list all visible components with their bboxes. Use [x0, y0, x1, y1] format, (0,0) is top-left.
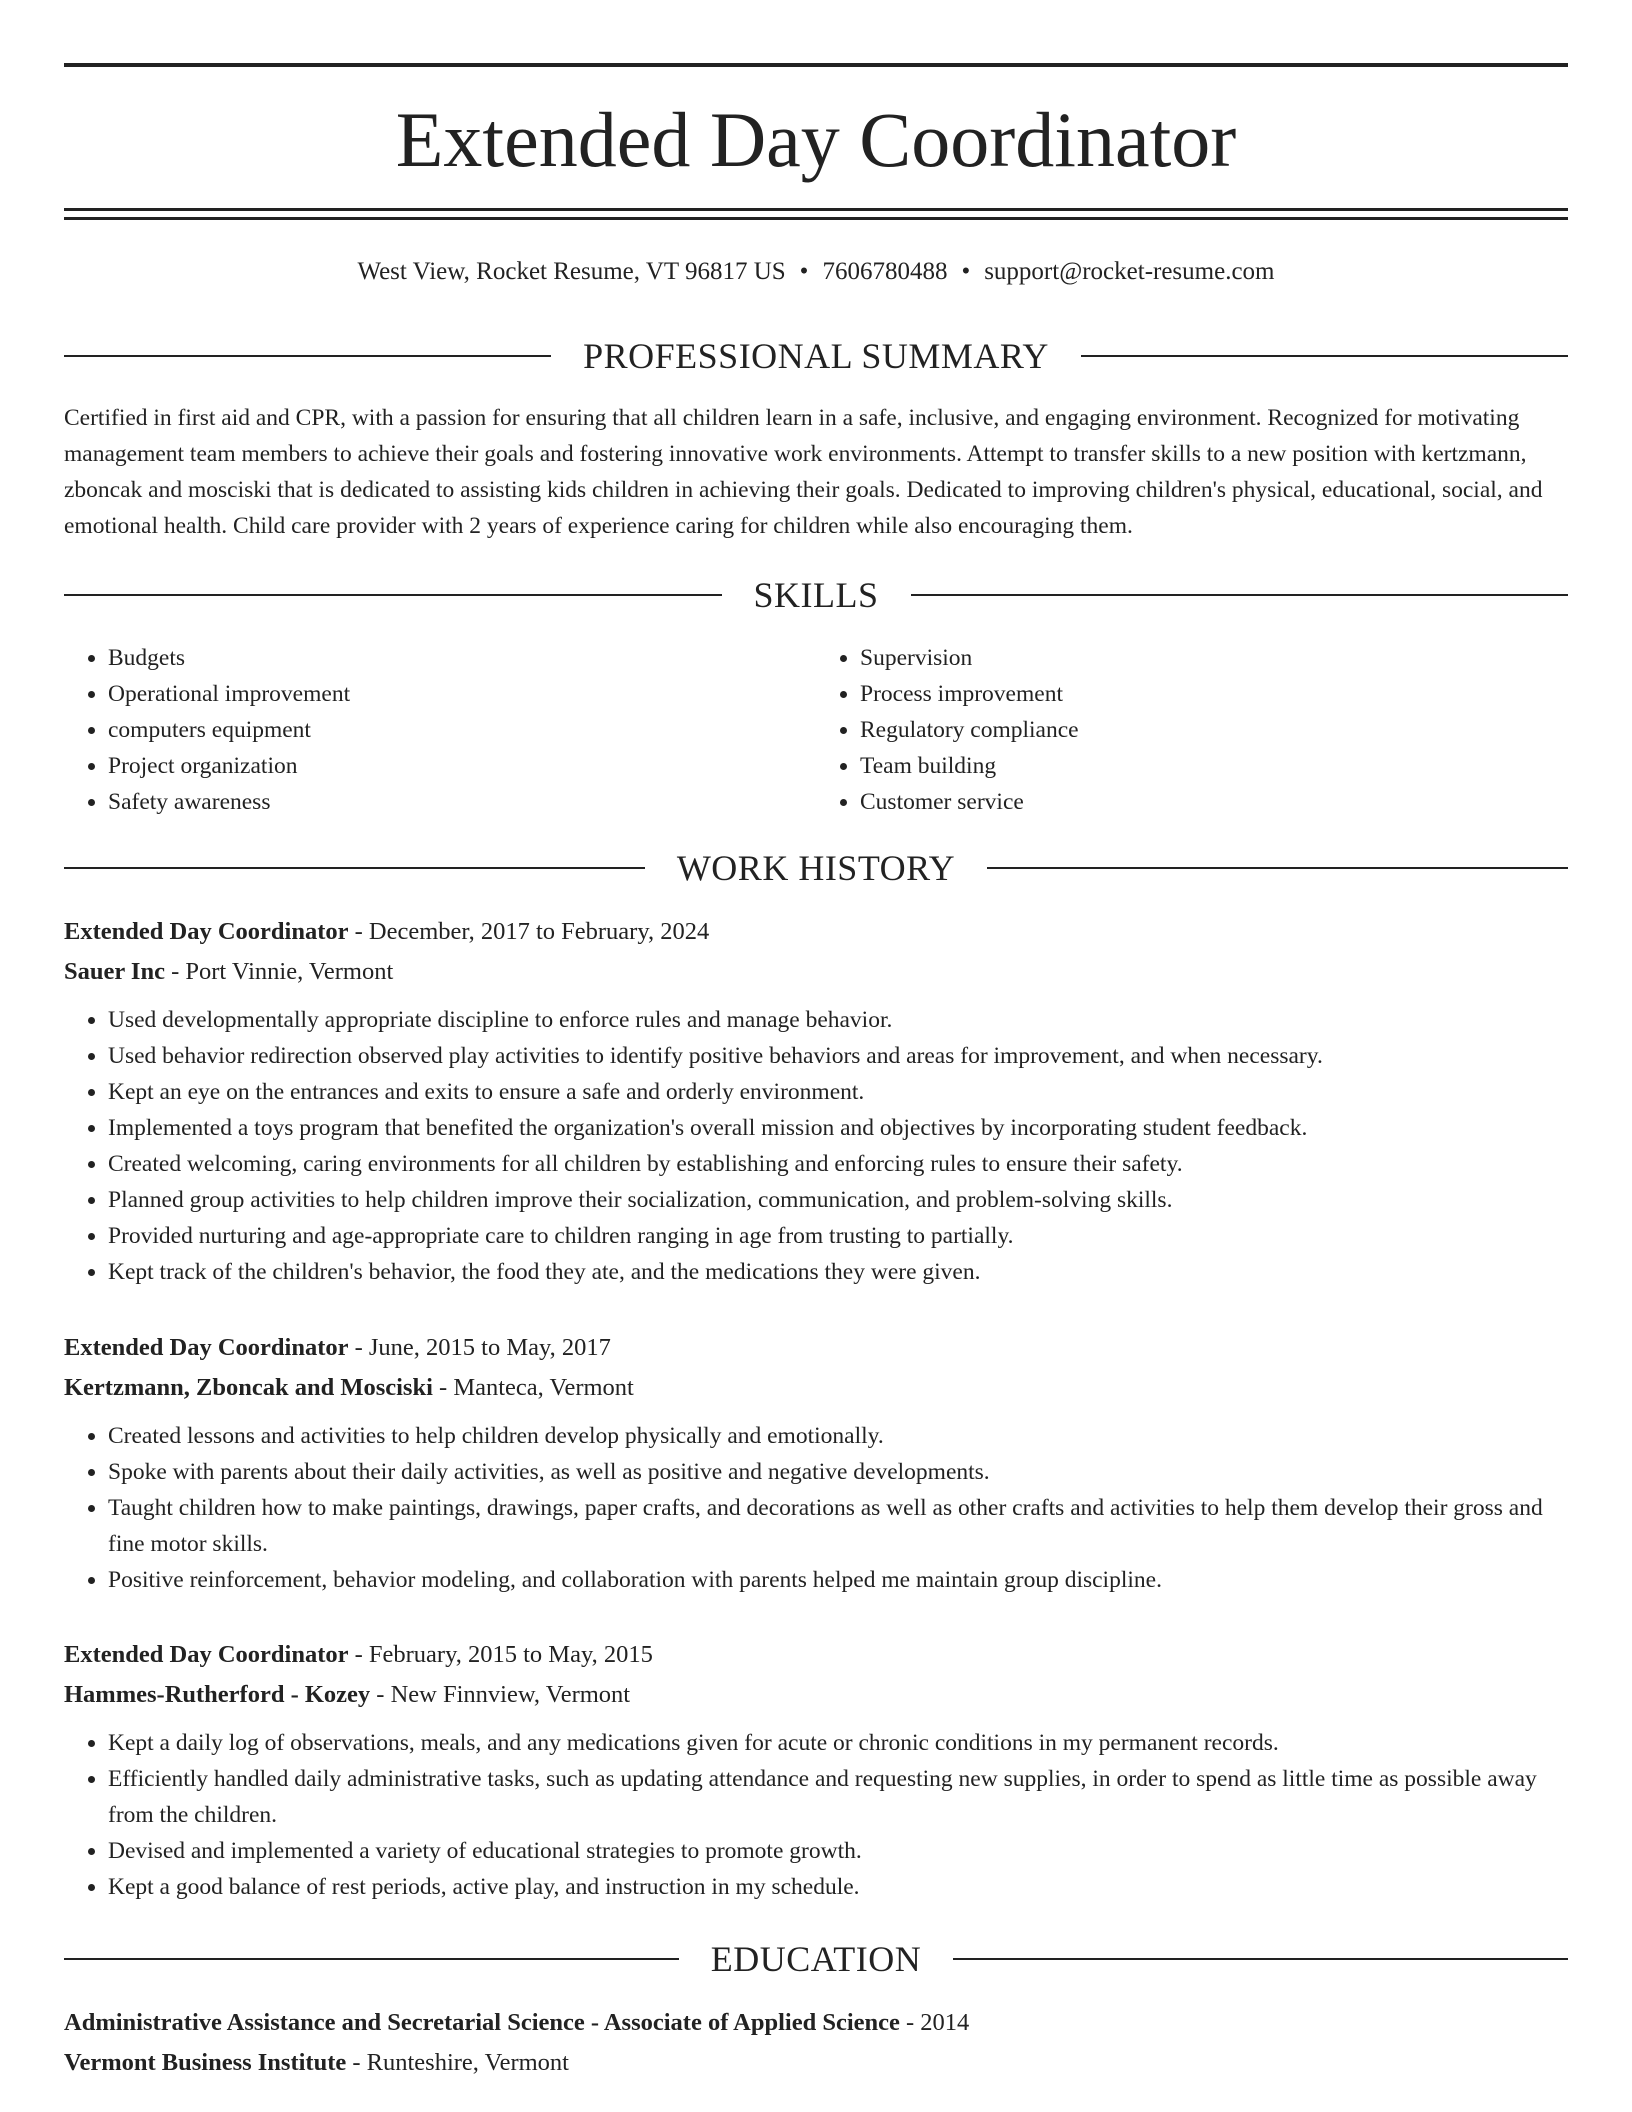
top-rule [64, 63, 1568, 67]
skill-item: • Project organization [108, 748, 816, 784]
work-heading [64, 846, 1568, 890]
skills-list [64, 640, 1568, 820]
education-year: - 2014 [899, 2009, 970, 2036]
job-bullet: • Used behavior redirection observed play activities to identify positive behaviors and areas for improvement, and when necessary. [108, 1038, 1568, 1074]
skill-item: • Budgets [108, 640, 816, 676]
skill-item: • Customer service [860, 784, 1568, 820]
job-dates: - June, 2015 to May, 2017 [348, 1334, 611, 1361]
job-bullets [64, 1002, 1568, 1290]
job-dates: - February, 2015 to May, 2015 [348, 1641, 653, 1668]
summary-heading-text: PROFESSIONAL SUMMARY [583, 336, 1049, 376]
heading-rule-left [64, 867, 645, 869]
heading-rule-left [64, 1958, 679, 1960]
education-school: Vermont Business Institute [64, 2049, 347, 2076]
skill-item: • Team building [860, 748, 1568, 784]
job-bullet: • Taught children how to make paintings, drawings, paper crafts, and decorations as well as other crafts and activities to help them develop their gross and fine motor skills. [108, 1490, 1568, 1562]
job-bullet: • Devised and implemented a variety of educational strategies to promote growth. [108, 1833, 1568, 1869]
job-location: - Manteca, Vermont [432, 1374, 634, 1401]
job-bullet: • Kept a daily log of observations, meals, and any medications given for acute or chronic conditions in my permanent records. [108, 1725, 1568, 1761]
job-bullet: • Kept a good balance of rest periods, active play, and instruction in my schedule. [108, 1869, 1568, 1905]
contact-phone: 7606780488 [822, 258, 948, 285]
heading-rule-right [1081, 355, 1568, 357]
job-bullet: • Created welcoming, caring environments for all children by establishing and enforcing rules to ensure their safety. [108, 1146, 1568, 1182]
heading-rule-right [953, 1958, 1568, 1960]
contact-separator: • [799, 258, 809, 285]
education-degree-line [64, 2003, 1568, 2043]
job-bullet: • Provided nurturing and age-appropriate care to children ranging in age from trusting to partially. [108, 1218, 1568, 1254]
job-bullet: • Efficiently handled daily administrative tasks, such as updating attendance and requesting new supplies, in order to spend as little time as possible away from the children. [108, 1761, 1568, 1833]
contact-separator: • [961, 258, 971, 285]
skill-item: • Supervision [860, 640, 1568, 676]
skills-heading [64, 573, 1568, 617]
job-title-line [64, 912, 1568, 952]
skill-item: • Safety awareness [108, 784, 816, 820]
heading-rule-left [64, 355, 551, 357]
skill-item: • Operational improvement [108, 676, 816, 712]
contact-email: support@rocket-resume.com [984, 258, 1275, 285]
skills-column-left [64, 640, 816, 820]
job-bullet: • Used developmentally appropriate discipline to enforce rules and manage behavior. [108, 1002, 1568, 1038]
job-bullet: • Spoke with parents about their daily activities, as well as positive and negative developments. [108, 1454, 1568, 1490]
job-title: Extended Day Coordinator [64, 1334, 349, 1361]
header-double-rule [64, 208, 1568, 220]
job-location: - New Finnview, Vermont [370, 1681, 631, 1708]
job-title-line [64, 1635, 1568, 1675]
job-entry [64, 1328, 1568, 1598]
job-title: Extended Day Coordinator [64, 918, 349, 945]
education-location: - Runteshire, Vermont [346, 2049, 569, 2076]
skills-column-right [816, 640, 1568, 820]
skill-item: • Process improvement [860, 676, 1568, 712]
education-heading [64, 1937, 1568, 1981]
education-degree: Administrative Assistance and Secretarial Science - Associate of Applied Science [64, 2009, 900, 2036]
job-company: Sauer Inc [64, 958, 165, 985]
job-title: Extended Day Coordinator [64, 1641, 349, 1668]
work-heading-text: WORK HISTORY [676, 848, 956, 888]
contact-line [64, 256, 1568, 288]
job-company-line [64, 1675, 1568, 1715]
summary-text: Certified in first aid and CPR, with a passion for ensuring that all children learn in a safe, inclusive, and engaging environment. Recognized for motivating management team members to achieve their goals and fostering innovative work environments. Attempt to transfer skills to a new position with kertzmann, zboncak and mosciski that is dedicated to assisting kids children in achieving their goals. Dedicated to improving children's physical, educational, social, and emotional health. Child care provider with 2 years of experience caring for children while also encouraging them. [64, 405, 1543, 539]
education-school-line [64, 2043, 1568, 2083]
skills-heading-text: SKILLS [753, 575, 879, 615]
education-heading-text: EDUCATION [710, 1939, 922, 1979]
candidate-name: Extended Day Coordinator [395, 96, 1237, 183]
skill-item: • Regulatory compliance [860, 712, 1568, 748]
job-entry [64, 1635, 1568, 1905]
summary-heading [64, 334, 1568, 378]
job-bullets [64, 1418, 1568, 1598]
job-bullet: • Planned group activities to help children improve their socialization, communication, and problem-solving skills. [108, 1182, 1568, 1218]
heading-rule-right [911, 594, 1569, 596]
heading-rule-left [64, 594, 722, 596]
job-entry [64, 912, 1568, 1290]
job-company: Kertzmann, Zboncak and Mosciski [64, 1374, 433, 1401]
job-bullets [64, 1725, 1568, 1905]
job-title-line [64, 1328, 1568, 1368]
heading-rule-right [987, 867, 1568, 869]
job-bullet: • Positive reinforcement, behavior modeling, and collaboration with parents helped me maintain group discipline. [108, 1562, 1568, 1598]
job-location: - Port Vinnie, Vermont [164, 958, 394, 985]
job-bullet: • Implemented a toys program that benefited the organization's overall mission and objectives by incorporating student feedback. [108, 1110, 1568, 1146]
job-company-line [64, 952, 1568, 992]
job-company-line [64, 1368, 1568, 1408]
job-bullet: • Created lessons and activities to help children develop physically and emotionally. [108, 1418, 1568, 1454]
education-entry [64, 2003, 1568, 2083]
job-company: Hammes-Rutherford - Kozey [64, 1681, 371, 1708]
job-bullet: • Kept an eye on the entrances and exits to ensure a safe and orderly environment. [108, 1074, 1568, 1110]
skill-item: • computers equipment [108, 712, 816, 748]
job-bullet: • Kept track of the children's behavior, the food they ate, and the medications they were given. [108, 1254, 1568, 1290]
job-dates: - December, 2017 to February, 2024 [348, 918, 710, 945]
contact-address: West View, Rocket Resume, VT 96817 US [357, 258, 786, 285]
